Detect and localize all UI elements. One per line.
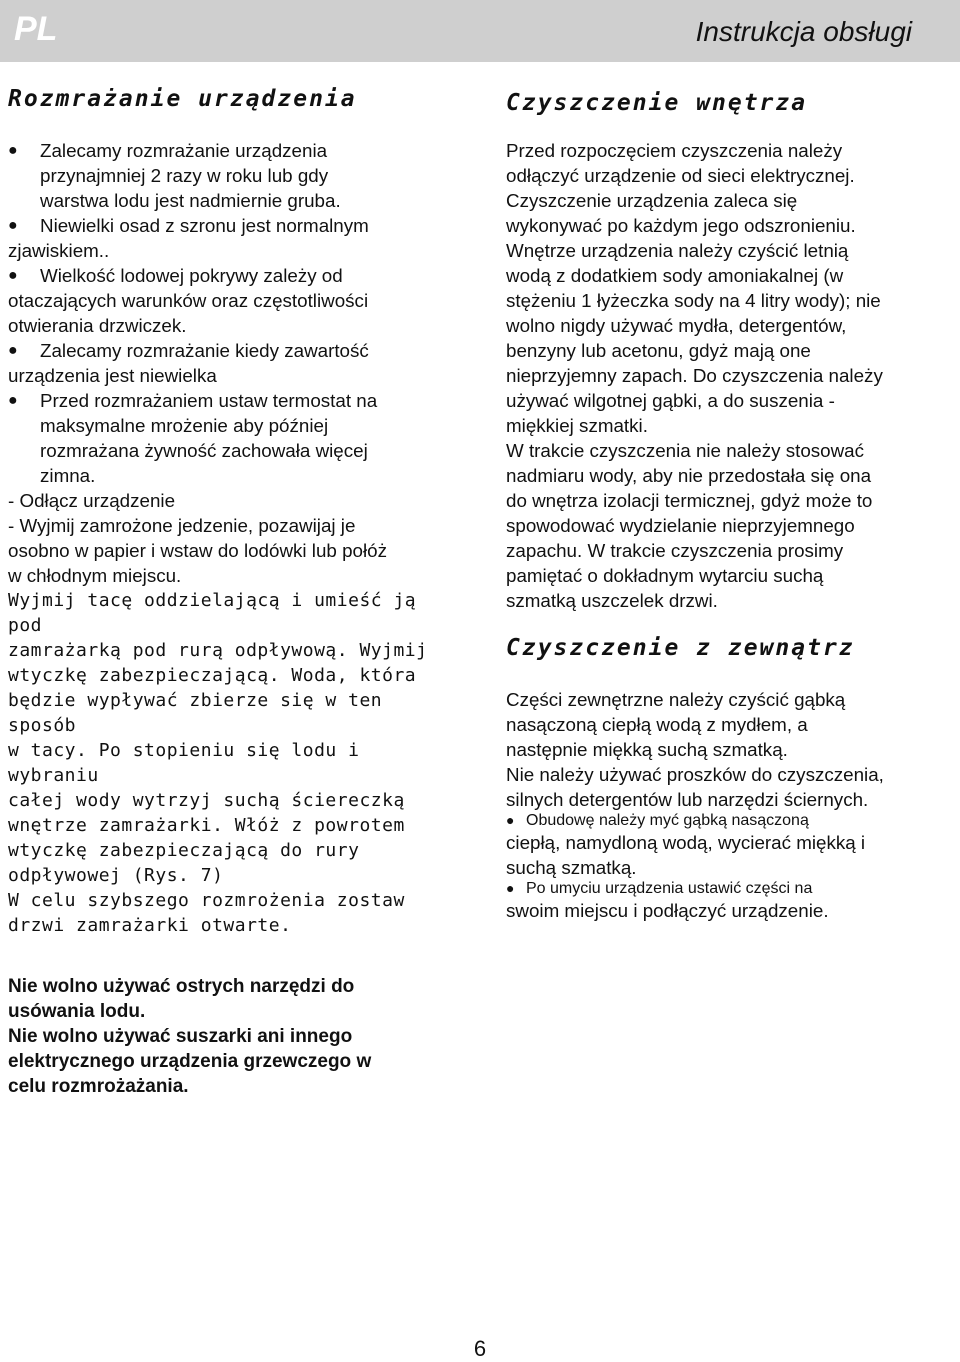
- text-line: nieprzyjemny zapach. Do czyszczenia należy: [506, 365, 883, 386]
- section-title-exterior-cleaning: Czyszczenie z zewnątrz: [506, 635, 855, 661]
- text-line: przynajmniej 2 razy w roku lub gdy: [40, 165, 329, 186]
- text-line: wykonywać po każdym jego odszronieniu.: [506, 215, 856, 236]
- left-column: [8, 86, 448, 1099]
- list-item: [8, 138, 448, 213]
- bullet-icon: ●: [8, 267, 18, 284]
- text-line: całej wody wytrzyj suchą ściereczką: [8, 790, 405, 811]
- bullet-icon: ●: [8, 142, 18, 159]
- text-line: celu rozmrożażania.: [8, 1076, 189, 1097]
- text-line: następnie miękką suchą szmatką.: [506, 739, 788, 760]
- text-line: Czyszczenie urządzenia zaleca się: [506, 190, 798, 211]
- text-line: nasączoną ciepłą wodą z mydłem, a: [506, 714, 808, 735]
- text-line: elektrycznego urządzenia grzewczego w: [8, 1051, 372, 1072]
- page-number: 6: [473, 1336, 487, 1361]
- list-item: [8, 213, 448, 238]
- text-line: otwierania drzwiczek.: [8, 315, 187, 336]
- right-column: [506, 90, 936, 923]
- text-line: warstwa lodu jest nadmiernie gruba.: [40, 190, 341, 211]
- warning-sharp-tools: [8, 974, 448, 1024]
- text-line: do wnętrza izolacji termicznej, gdyż może to: [506, 490, 873, 511]
- text-line: odpływowej (Rys. 7): [8, 865, 224, 886]
- text-line: odłączyć urządzenie od sieci elektrycznej.: [506, 165, 855, 186]
- text-line: Przed rozmrażaniem ustaw termostat na: [40, 390, 378, 411]
- bullet-icon: ●: [506, 812, 515, 828]
- bullet-icon: ●: [506, 880, 515, 896]
- text-line: Po umyciu urządzenia ustawić części na: [526, 880, 813, 897]
- warning-heaters: [8, 1024, 448, 1099]
- text-line: otaczających warunków oraz częstotliwości: [8, 290, 369, 311]
- text-line: - Wyjmij zamrożone jedzenie, pozawijaj je: [8, 515, 356, 536]
- text-line: silnych detergentów lub narzędzi ściernych.: [506, 789, 869, 810]
- text-line: Zalecamy rozmrażanie urządzenia: [40, 140, 328, 161]
- text-line: pamiętać o dokładnym wytarciu suchą: [506, 565, 824, 586]
- interior-cleaning-text: [506, 138, 936, 613]
- text-line: Zalecamy rozmrażanie kiedy zawartość: [40, 340, 369, 361]
- text-line: w tacy. Po stopieniu się lodu i wybraniu: [8, 740, 360, 786]
- section-title-interior-cleaning: Czyszczenie wnętrza: [506, 90, 808, 116]
- text-line: benzyny lub acetonu, gdyż mają one: [506, 340, 811, 361]
- page-header: [0, 0, 960, 62]
- text-line: używać wilgotnej gąbki, a do suszenia -: [506, 390, 835, 411]
- text-line: Części zewnętrzne należy czyścić gąbką: [506, 689, 846, 710]
- list-item: [8, 263, 448, 288]
- text-line: urządzenia jest niewielka: [8, 365, 217, 386]
- bullet-icon: ●: [8, 217, 18, 234]
- text-line: wolno nigdy używać mydła, detergentów,: [506, 315, 847, 336]
- text-line: będzie wypływać zbierze się w ten sposób: [8, 690, 383, 736]
- language-code: PL: [14, 10, 58, 48]
- text-line: rozmrażana żywność zachowała więcej: [40, 440, 368, 461]
- text-line: Niewielki osad z szronu jest normalnym: [40, 215, 369, 236]
- text-line: wodą z dodatkiem sody amoniakalnej (w: [506, 265, 844, 286]
- text-line: wtyczkę zabezpieczającą do rury: [8, 840, 360, 861]
- text-line: W celu szybszego rozmrożenia zostaw: [8, 890, 405, 911]
- list-item: [506, 880, 936, 898]
- text-line: zapachu. W trakcie czyszczenia prosimy: [506, 540, 844, 561]
- text-line: Wyjmij tacę oddzielającą i umieść ją pod: [8, 590, 417, 636]
- list-item: [8, 388, 448, 488]
- text-line: Nie należy używać proszków do czyszczenia,: [506, 764, 884, 785]
- text-line: nadmiaru wody, aby nie przedostała się ona: [506, 465, 872, 486]
- text-line: spowodować wydzielanie nieprzyjemnego: [506, 515, 855, 536]
- bullet-icon: ●: [8, 342, 18, 359]
- text-line: Przed rozpoczęciem czyszczenia należy: [506, 140, 843, 161]
- text-line: Wielkość lodowej pokrywy zależy od: [40, 265, 343, 286]
- text-line: zjawiskiem..: [8, 240, 110, 261]
- text-line: ciepłą, namydloną wodą, wycierać miękką i: [506, 832, 866, 853]
- text-line: suchą szmatką.: [506, 857, 637, 878]
- text-line: maksymalne mrożenie aby później: [40, 415, 329, 436]
- text-line: Wnętrze urządzenia należy czyścić letnią: [506, 240, 849, 261]
- text-line: drzwi zamrażarki otwarte.: [8, 915, 292, 936]
- text-line: Nie wolno używać ostrych narzędzi do: [8, 976, 355, 997]
- manual-title: Instrukcja obsługi: [695, 16, 912, 47]
- text-line: zamrażarką pod rurą odpływową. Wyjmij: [8, 640, 428, 661]
- exterior-cleaning-text: [506, 687, 936, 812]
- text-line: swoim miejscu i podłączyć urządzenie.: [506, 900, 829, 921]
- text-line: wnętrze zamrażarki. Włóż z powrotem: [8, 815, 405, 836]
- text-line: miękkiej szmatki.: [506, 415, 648, 436]
- section-title-defrosting: Rozmrażanie urządzenia: [8, 86, 357, 112]
- text-line: - Odłącz urządzenie: [8, 490, 176, 511]
- defrost-instructions: [8, 588, 448, 938]
- text-line: Nie wolno używać suszarki ani innego: [8, 1026, 353, 1047]
- text-line: wtyczkę zabezpieczającą. Woda, która: [8, 665, 417, 686]
- text-line: usówania lodu.: [8, 1001, 146, 1022]
- text-line: W trakcie czyszczenia nie należy stosować: [506, 440, 865, 461]
- list-item: [506, 812, 936, 830]
- text-line: stężeniu 1 łyżeczka sody na 4 litry wody); nie: [506, 290, 881, 311]
- text-line: osobno w papier i wstaw do lodówki lub połóż: [8, 540, 387, 561]
- list-item: [8, 338, 448, 363]
- text-line: Obudowę należy myć gąbką nasączoną: [526, 812, 809, 829]
- text-line: w chłodnym miejscu.: [8, 565, 182, 586]
- bullet-icon: ●: [8, 392, 18, 409]
- text-line: szmatką uszczelek drzwi.: [506, 590, 718, 611]
- text-line: zimna.: [40, 465, 96, 486]
